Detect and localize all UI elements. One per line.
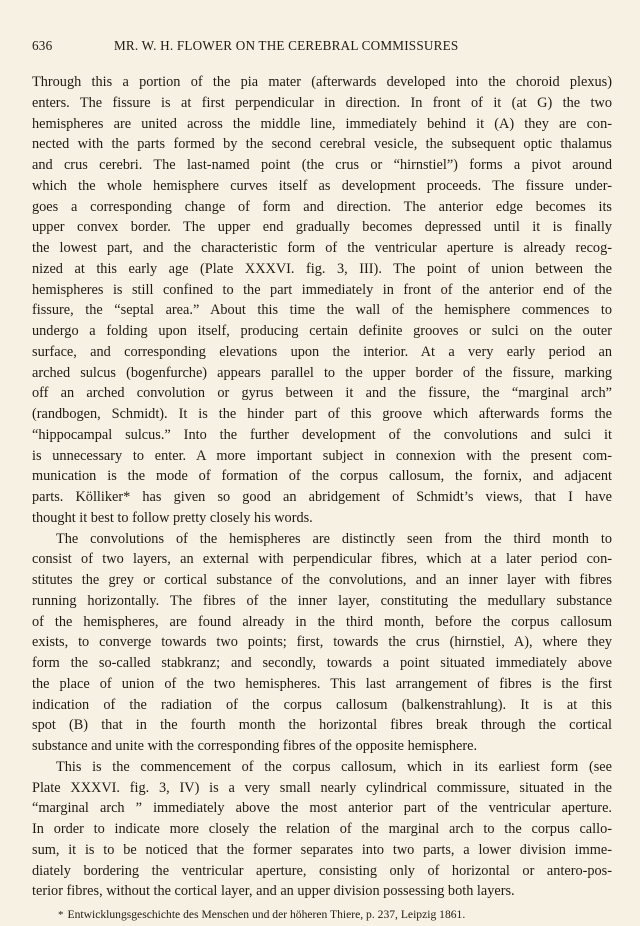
text-line: sum, it is to be noticed that the former separates into two parts, a lower division imme- [32, 841, 612, 858]
running-head: MR. W. H. FLOWER ON THE CEREBRAL COMMISSURES [114, 38, 459, 53]
text-line: hemispheres is still confined to the part immediately in front of the anterior end of the [32, 281, 612, 298]
text-line: (randbogen, Schmidt). It is the hinder part of this groove which afterwards forms the [32, 406, 612, 422]
footnote [32, 905, 612, 926]
text-line: undergo a folding upon itself, producing certain definite grooves or sulci on the outer [32, 323, 612, 339]
text-line: enters. The fissure is at first perpendicular in direction. In front of it (at G) the two [32, 94, 612, 111]
text-line: which the whole hemisphere curves itself as development proceeds. The fissure under- [32, 177, 612, 194]
paragraph [32, 757, 612, 902]
text-line: substance and unite with the corresponding fibres of the opposite hemisphere. [32, 738, 478, 754]
text-line: off an arched convolution or gyrus between it and the fissure, the “marginal arch” [32, 385, 612, 402]
text-line: munication is the mode of formation of the corpus callosum, the fornix, and adjacent [32, 468, 612, 485]
text-line: Through this a portion of the pia mater (afterwards developed into the choroid plexus) [32, 74, 612, 90]
text-line: “hippocampal sulcus.” Into the further development of the convolutions and sulci it [32, 426, 612, 443]
paragraph [32, 529, 612, 757]
text-line: the place of union of the two hemispheres. This last arrangement of fibres is the first [32, 675, 612, 692]
page-header [32, 38, 612, 58]
text-line: parts. Kölliker* has given so good an abridgement of Schmidt’s views, that I have [32, 489, 612, 505]
text-line: indication of the radiation of the corpus callosum (balkenstrahlung). It is at this [32, 696, 612, 713]
page [32, 38, 612, 926]
paragraph [32, 72, 612, 529]
text-line: nized at this early age (Plate XXXVI. fig. 3, III). The point of union between the [32, 260, 612, 277]
text-line: upper convex border. The upper end gradually becomes depressed until it is finally [32, 219, 612, 236]
text-line: nected with the parts formed by the second cerebral vesicle, the subsequent optic thalamus [32, 136, 612, 153]
text-line: thought it best to follow pretty closely his words. [32, 509, 313, 526]
footnote-mark: * [58, 909, 64, 921]
text-line: In order to indicate more closely the relation of the marginal arch to the corpus callo- [32, 821, 612, 837]
text-line: The convolutions of the hemispheres are distinctly seen from the third month to [56, 530, 612, 547]
text-line: diately bordering the ventricular aperture, consisting only of horizontal or antero-pos- [32, 862, 612, 879]
page-number: 636 [32, 38, 53, 53]
body-text [32, 72, 612, 926]
text-line: terior fibres, without the cortical layer, and an upper division possessing both layers. [32, 883, 515, 900]
text-line: the lowest part, and the characteristic form of the ventricular aperture is already recog- [32, 240, 612, 256]
text-line: Plate XXXVI. fig. 3, IV) is a very small nearly cylindrical commissure, situated in the [32, 779, 612, 796]
text-line: consist of two layers, an external with perpendicular fibres, which at a later period con- [32, 551, 612, 568]
text-line: “marginal arch ” immediately above the most anterior part of the ventricular aperture. [32, 800, 612, 817]
footnote-text: Entwicklungsgeschichte des Menschen und der höheren Thiere, p. 237, Leipzig 1861. [67, 908, 466, 921]
text-line: arched sulcus (bogenfurche) appears parallel to the upper border of the fissure, marking [32, 364, 612, 381]
text-line: exists, to converge towards two points; first, towards the crus (hirnstiel, A), where they [32, 634, 612, 651]
text-line: hemispheres are united across the middle line, immediately behind it (A) they are con- [32, 115, 612, 132]
text-line: of the hemispheres, are found already in the third month, before the corpus callosum [32, 613, 612, 630]
text-line: goes a corresponding change of form and direction. The anterior edge becomes its [32, 198, 612, 215]
text-line: running horizontally. The fibres of the inner layer, constituting the medullary substance [32, 592, 612, 609]
text-line: fissure, the “septal area.” About this time the wall of the hemisphere commences to [32, 302, 612, 319]
text-line: This is the commencement of the corpus callosum, which in its earliest form (see [56, 758, 612, 775]
text-line: surface, and corresponding elevations upon the interior. At a very early period an [32, 343, 612, 360]
text-line: form the so-called stabkranz; and secondly, towards a point situated immediately above [32, 655, 612, 671]
text-line: is unnecessary to enter. A more important subject in connexion with the present com- [32, 447, 612, 464]
text-line: and crus cerebri. The last-named point (the crus or “hirnstiel”) forms a pivot around [32, 157, 612, 173]
text-line: spot (B) that in the fourth month the horizontal fibres break through the cortical [32, 717, 612, 734]
text-line: stitutes the grey or cortical substance of the convolutions, and an inner layer with fibres [32, 572, 612, 588]
